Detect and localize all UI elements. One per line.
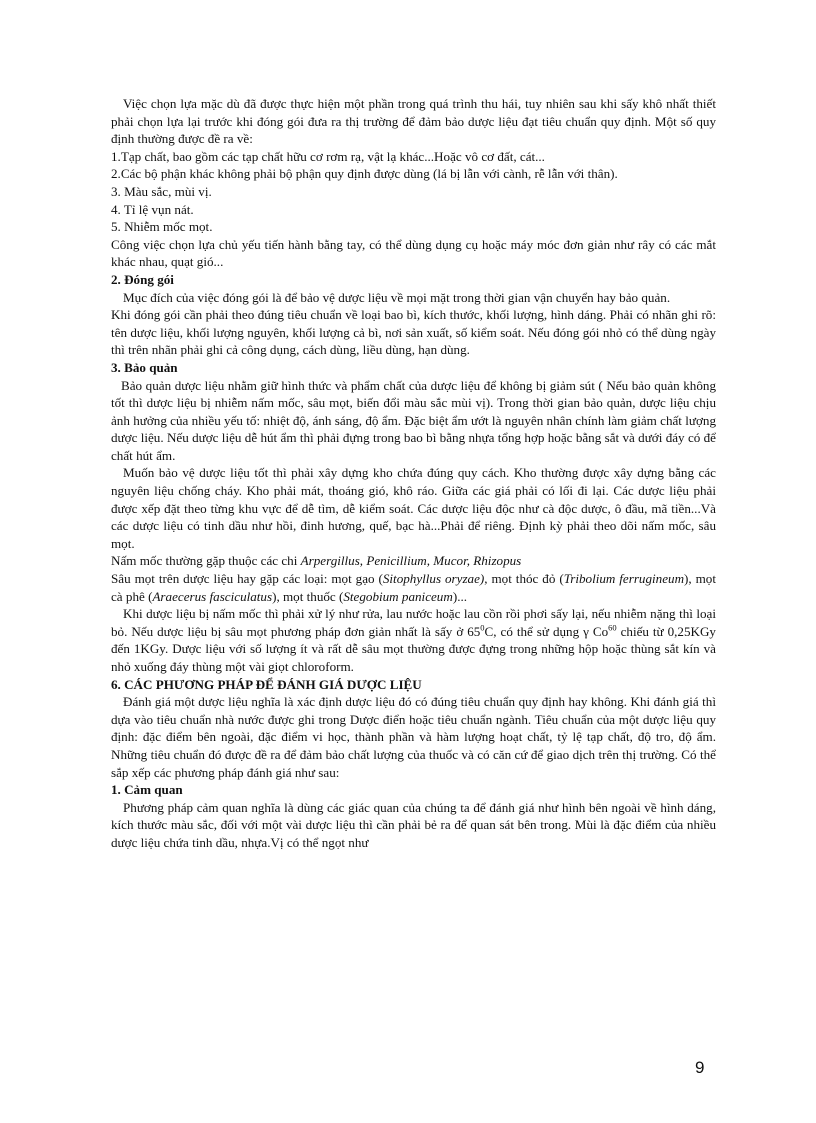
paragraph-mold [111, 552, 716, 570]
treatment-text: Khi dược liệu bị nấm mốc thì phải xử lý như rửa, lau nước hoặc lau cồn rồi phơi sấy lại, nếu nhiễm nặng thì loại bỏ. Nếu dược liệu bị sâu mọt phương pháp đơn giản nhất là sấy ở 65 [111, 606, 716, 639]
heading-storage: 3. Bảo quản [111, 359, 178, 375]
paragraph-sensory: Phương pháp cảm quan nghĩa là dùng các giác quan của chúng ta để đánh giá như hình bên ngoài về hình dáng, kích thước màu sắc, đối với một vài dược liệu thì cần phải bẻ ra để quan sát bên trong. Mùi là đặc điểm của nhiều dược liệu chứa tinh dầu, nhựa.Vị có thể ngọt như [111, 799, 716, 850]
treatment-text: C, có thể sử dụng [484, 623, 584, 639]
pest-text: ), mọt thuốc ( [272, 588, 344, 604]
heading-sensory: 1. Cảm quan [111, 782, 183, 798]
paragraph-packaging-standard: Khi đóng gói cần phải theo đúng tiêu chuẩn về loại bao bì, kích thước, khối lượng, hình dáng. Phải có nhãn ghi rõ: tên dược liệu, khối lượng nguyên, khối lượng cả bì, nơi sản xuất, số kiểm soát. Nếu đóng gói nhỏ có thể dùng ngày thì trên nhãn phải ghi cả công dụng, cách dùng, liều dùng, hạn dùng. [111, 307, 716, 358]
superscript: 60 [608, 622, 617, 633]
heading-section-6: 6. CÁC PHƯƠNG PHÁP ĐỂ ĐÁNH GIÁ DƯỢC LIỆU [111, 676, 422, 692]
document-body [111, 95, 716, 852]
heading-packaging: 2. Đóng gói [111, 271, 174, 287]
list-item: 2.Các bộ phận khác không phải bộ phận quy định được dùng (lá bị lẫn với cành, rễ lẫn với thân). [111, 166, 618, 182]
treatment-text: chiếu từ 0,25KGy đến 1KGy. Dược liệu với số lượng ít và rất dễ sâu mọt thường được đựng trong những hộp hoặc thùng sắt kín và nhỏ xuống đáy thùng một vài giọt chloroform. [111, 623, 716, 674]
pest-species: Tribolium ferrugineum [563, 571, 685, 587]
paragraph-pests [111, 570, 716, 605]
paragraph-sorting: Công việc chọn lựa chủ yếu tiến hành bằng tay, có thể dùng dụng cụ hoặc máy móc đơn giản như rây có các mắt khác nhau, quạt gió... [111, 236, 716, 270]
gamma-symbol: γ [583, 623, 589, 639]
treatment-text: Co [588, 623, 609, 639]
mold-genera: Arpergillus, Penicillium, Mucor, Rhizopus [300, 553, 522, 569]
pest-text: )... [452, 588, 468, 604]
pest-text: , mọt thóc đỏ ( [484, 571, 564, 587]
paragraph-storage: Bảo quản dược liệu nhằm giữ hình thức và phẩm chất của dược liệu để không bị giảm sút ( Nếu bảo quản không tốt thì dược liệu bị nhiễm nấm mốc, sâu mọt, biến đổi màu sắc mùi vị). Trong thời gian bảo quản, dược liệu chịu ảnh hưởng của nhiều yếu tố: nhiệt độ, ánh sáng, độ ẩm. Đặc biệt ẩm ướt là nguyên nhân chính làm giảm chất lượng dược liệu. Nếu dược liệu dễ hút ẩm thì phải đựng trong bao bì bằng nhựa tổng hợp hoặc bằng sắt và dưới đáy có để chất hút ẩm. [111, 377, 716, 463]
page-number: 9 [695, 1058, 705, 1077]
paragraph-packaging-purpose: Mục đích của việc đóng gói là để bảo vệ dược liệu về mọi mặt trong thời gian vận chuyển hay bảo quản. [123, 289, 671, 305]
pest-text: ), mọt cà phê ( [111, 571, 716, 604]
paragraph-treatment [111, 605, 716, 675]
paragraph-evaluation: Đánh giá một dược liệu nghĩa là xác định dược liệu đó có đúng tiêu chuẩn quy định hay không. Khi đánh giá thì dựa vào tiêu chuẩn nhà nước được ghi trong Dược điển hoặc tiêu chuẩn ngành. Tiêu chuẩn của một dược liệu quy định: đặc điểm bên ngoài, đặc điểm vi học, thành phần và hàm lượng hoạt chất, tỷ lệ tạp chất, độ tro, độ ẩm. Những tiêu chuẩn đó được đề ra để đảm bảo chất lượng của thuốc và có căn cứ để giao dịch trên thị trường. Có thể sắp xếp các phương pháp đánh giá như sau: [111, 694, 716, 780]
list-item: 1.Tạp chất, bao gồm các tạp chất hữu cơ rơm rạ, vật lạ khác...Hoặc vô cơ đất, cát... [111, 148, 545, 164]
list-item: 3. Màu sắc, mùi vị. [111, 183, 212, 199]
list-item: 4. Tỉ lệ vụn nát. [111, 201, 194, 217]
pest-text: Sâu mọt trên dược liệu hay gặp các loại: mọt gạo ( [111, 571, 383, 587]
superscript: 0 [480, 622, 485, 633]
mold-text: Nấm mốc thường gặp thuộc các chi [111, 553, 301, 569]
paragraph-intro: Việc chọn lựa mặc dù đã được thực hiện một phần trong quá trình thu hái, tuy nhiên sau khi sấy khô nhất thiết phải chọn lựa lại trước khi đóng gói đưa ra thị trường để đảm bảo dược liệu đạt tiêu chuẩn quy định. Một số quy định thường được đề ra về: [111, 96, 716, 147]
pest-species: Sitophyllus oryzae) [382, 571, 485, 587]
paragraph-warehouse: Muốn bảo vệ dược liệu tốt thì phải xây dựng kho chứa đúng quy cách. Kho thường được xây dựng bằng các nguyên liệu chống cháy. Kho phải mát, thoáng gió, khô ráo. Giữa các giá phải có lối đi lại. Các dược liệu phải được xếp đặt theo từng khu vực để dễ tìm, dễ kiểm soát. Các dược liệu độc như cà độc dược, ô đầu, mã tiền...Và các dược liệu có tinh dầu như hồi, đinh hương, quế, bạc hà...Phải để riêng. Định kỳ phải theo dõi nấm mốc, sâu mọt. [111, 465, 716, 551]
list-item: 5. Nhiễm mốc mọt. [111, 219, 213, 235]
pest-species: Araecerus fasciculatus [152, 588, 273, 604]
pest-species: Stegobium paniceum [343, 588, 453, 604]
